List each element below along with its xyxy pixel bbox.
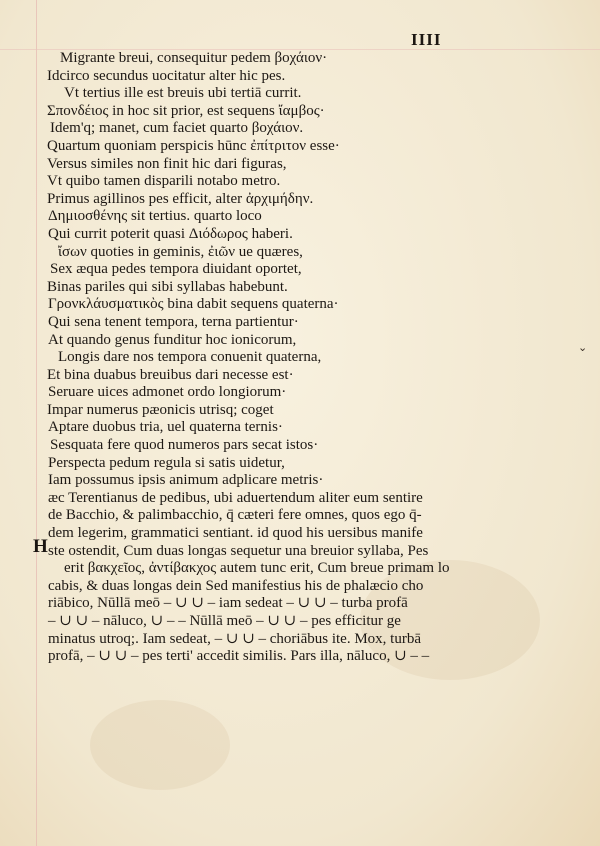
text-line: Sesquata fere quod numeros pars secat istos· — [50, 437, 319, 454]
text-line: de Bacchio, & palimbacchio, q̄ cæteri fere omnes, quos ego q̄- — [48, 507, 422, 524]
text-line: Qui sena tenent tempora, terna partientur· — [48, 313, 299, 330]
text-line: Iam possumus ipsis animum adplicare metris· — [48, 472, 324, 489]
text-line: æc Terentianus de pedibus, ubi aduertendum aliter eum sentire — [48, 489, 423, 506]
text-line: dem legerim, grammatici sentiant. id quod his uersibus manife — [48, 525, 423, 542]
text-line: profā, – ∪ ∪ – pes terti' accedit similis. Pars illa, nāluco, ∪ – – — [48, 648, 430, 665]
text-line: Vt tertius ille est breuis ubi tertiā currit. — [64, 85, 302, 102]
text-line: Sex æqua pedes tempora diuidant oportet, — [50, 261, 302, 278]
text-line: Quartum quoniam perspicis hūnc ἐπίτριτον esse· — [47, 137, 340, 154]
text-line: – ∪ ∪ – nāluco, ∪ – – Nūllā meō – ∪ ∪ – pes efficitur ge — [48, 613, 401, 629]
text-line: ἴσων quoties in geminis, ἐιῶν ue quæres, — [58, 243, 303, 260]
text-line: Impar numerus pæonicis utrisq; coget — [47, 401, 274, 418]
text-line: cabis, & duas longas dein Sed manifestius his de phalæcio cho — [48, 577, 424, 594]
text-line: Et bina duabus breuibus dari necesse est· — [47, 366, 294, 383]
text-line: At quando genus funditur hoc ionicorum, — [48, 331, 297, 348]
paper-stain — [90, 700, 230, 790]
text-line: Perspecta pedum regula si satis uidetur, — [48, 454, 285, 471]
text-line: Qui currit poterit quasi Διόδωρος haberi. — [48, 225, 293, 242]
text-line: Migrante breui, consequitur pedem βοχάιον· — [60, 50, 328, 66]
text-line: erit βακχεῖος, ἀντίβακχος autem tunc erit, Cum breue primam lo — [64, 560, 450, 577]
folio-number: IIII — [411, 30, 442, 49]
text-line: Σπονδέιος in hoc sit prior, est sequens ἴαμβος· — [47, 102, 325, 119]
text-line: Vt quibo tamen disparili notabo metro. — [47, 173, 281, 190]
text-line: Aptare duobus tria, uel quaterna ternis· — [48, 419, 283, 436]
text-line: Versus similes non finit hic dari figuras, — [47, 155, 287, 172]
text-line: Longis dare nos tempora conuenit quaterna, — [58, 349, 322, 366]
text-line: ste ostendit, Cum duas longas sequetur una breuior syllaba, Pes — [48, 542, 429, 559]
text-block — [0, 50, 600, 666]
text-line: Γρονκλάυσματικὸς bina dabit sequens quaterna· — [48, 296, 339, 313]
text-line: Δημιοσθένης sit tertius. quarto loco — [48, 208, 262, 225]
text-line: Binas pariles qui sibi syllabas habebunt. — [47, 278, 288, 295]
text-line: Idcirco secundus uocitatur alter hic pes. — [47, 67, 286, 84]
text-line: Seruare uices admonet ordo longiorum· — [48, 384, 287, 401]
drop-initial: H — [33, 536, 48, 557]
text-line: Primus agillinos pes efficit, alter ἀρχιμήδην. — [47, 190, 314, 207]
text-line: riābico, Nūllā meō – ∪ ∪ – iam sedeat – ∪ ∪ – turba profā — [48, 595, 408, 612]
text-line: Idem'q; manet, cum faciet quarto βοχάιον. — [50, 120, 304, 137]
margin-mark: ⌄ — [578, 342, 588, 354]
text-line: minatus utroq;. Iam sedeat, – ∪ ∪ – choriābus ite. Mox, turbā — [48, 630, 421, 647]
